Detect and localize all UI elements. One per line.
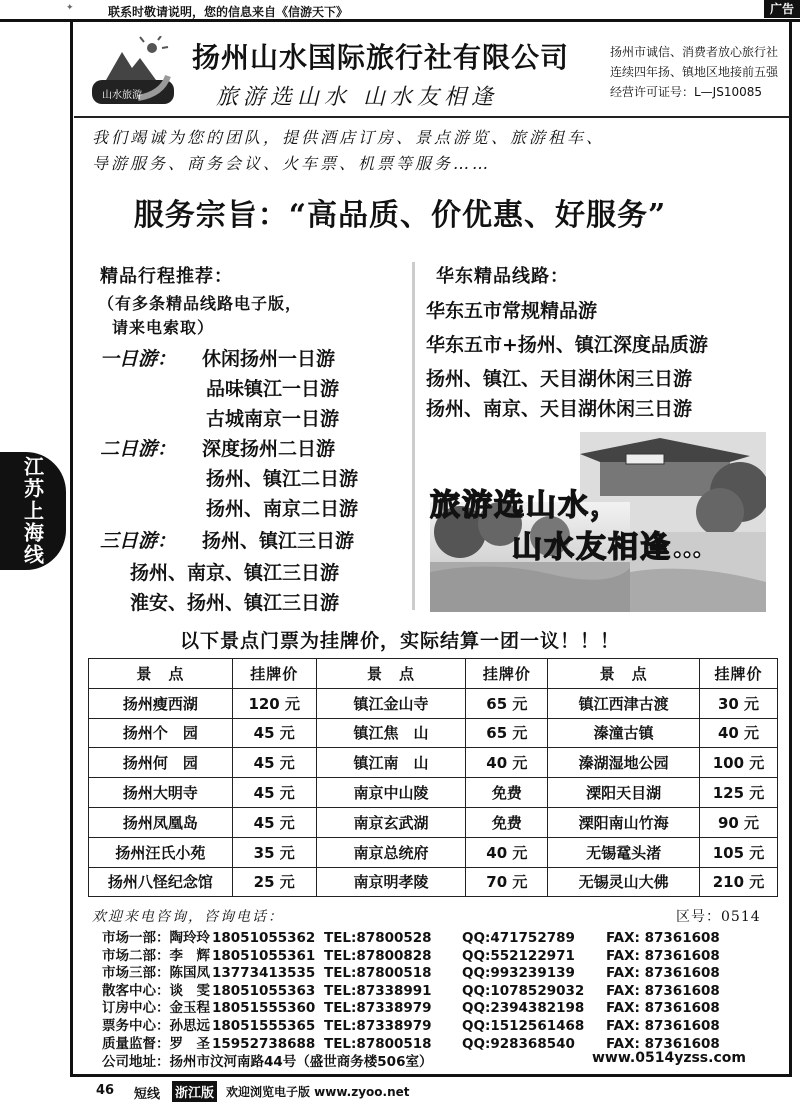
ticket-heading: 以下景点门票为挂牌价，实际结算一团一议！！！: [179, 630, 620, 652]
contact-person: 质量监督：罗 圣: [102, 1035, 210, 1052]
area-code: 区号：0514: [676, 909, 761, 925]
table-row: [89, 807, 778, 837]
contact-title: 欢迎来电咨询，咨询电话：: [92, 909, 284, 925]
ticket-price: 105 元: [700, 837, 778, 867]
intro-line: 我们竭诚为您的团队，提供酒店订房、景点游览、旅游租车、: [92, 128, 606, 147]
tel-number: TEL:87800828: [324, 947, 432, 964]
itinerary-item: 淮安、扬州、镇江三日游: [130, 592, 340, 614]
fax-number: FAX: 87361608: [606, 1035, 720, 1052]
ticket-price: 125 元: [700, 778, 778, 808]
route-item: 扬州、南京、天目湖休闲三日游: [426, 398, 693, 420]
fax-number: FAX: 87361608: [606, 1018, 720, 1034]
attraction-name: 扬州汪氏小苑: [89, 837, 233, 867]
attraction-name: 扬州凤凰岛: [89, 807, 233, 837]
attraction-name: 扬州瘦西湖: [89, 688, 233, 718]
route-item: 华东五市+扬州、镇江深度品质游: [426, 334, 708, 356]
section-label: 短线: [134, 1087, 161, 1102]
table-row: [89, 718, 778, 748]
attraction-name: 无锡鼋头渚: [548, 837, 700, 867]
credential-line: 扬州市诚信、消费者放心旅行社: [609, 45, 778, 59]
service-intro: [92, 125, 782, 177]
ticket-price-table: [88, 658, 778, 897]
route-item: 扬州、镇江、天目湖休闲三日游: [426, 368, 693, 390]
contact-person: 市场二部：李 辉: [102, 947, 210, 964]
column-header: 景 点: [316, 659, 466, 689]
column-header: 挂牌价: [466, 659, 548, 689]
note-line: （有多条精品线路电子版，: [98, 294, 303, 313]
table-row: [89, 837, 778, 867]
ticket-price: 90 元: [700, 807, 778, 837]
ticket-price: 免费: [466, 807, 548, 837]
ticket-price: 45 元: [232, 807, 316, 837]
tel-number: TEL:87800518: [324, 1035, 432, 1052]
ticket-price: 210 元: [700, 867, 778, 897]
tel-number: TEL:87338991: [324, 982, 432, 999]
company-address: 公司地址：扬州市汶河南路44号（盛世商务楼506室）: [102, 1054, 433, 1070]
publication-logo-icon: ✦: [66, 3, 74, 13]
fax-number: FAX: 87361608: [606, 930, 720, 946]
itinerary-note: [98, 292, 302, 340]
attraction-name: 扬州八怪纪念馆: [89, 867, 233, 897]
section-divider: [412, 262, 415, 610]
attraction-name: 扬州个 园: [89, 718, 233, 748]
mobile-number: 13773413535: [212, 965, 316, 982]
qq-number: QQ:552122971: [462, 947, 575, 964]
fax-number: FAX: 87361608: [606, 947, 720, 964]
itinerary-item: 休闲扬州一日游: [202, 348, 336, 370]
qq-number: QQ:993239139: [462, 965, 575, 982]
credential-line: 经营许可证号：L—JS10085: [609, 85, 763, 99]
attraction-name: 溱潼古镇: [548, 718, 700, 748]
ticket-price: 45 元: [232, 718, 316, 748]
attraction-name: 无锡灵山大佛: [548, 867, 700, 897]
source-notice: 联系时敬请说明，您的信息来自《信游天下》: [108, 5, 349, 19]
attraction-name: 南京中山陵: [316, 778, 466, 808]
table-row: [89, 748, 778, 778]
route-item: 华东五市常规精品游: [426, 300, 598, 322]
qq-number: QQ:928368540: [462, 1035, 575, 1052]
service-tenet: 服务宗旨：“高品质、价优惠、好服务”: [133, 198, 667, 233]
side-tab: [0, 452, 66, 570]
tel-number: TEL:87800528: [324, 930, 432, 946]
fax-number: FAX: 87361608: [606, 1000, 720, 1017]
column-header: 景 点: [89, 659, 233, 689]
itinerary-item: 古城南京一日游: [206, 408, 340, 430]
itinerary-item: 品味镇江一日游: [206, 378, 340, 400]
tel-number: TEL:87338979: [324, 1018, 432, 1034]
attraction-name: 扬州何 园: [89, 748, 233, 778]
contact-person: 订房中心：金玉程: [102, 1000, 210, 1017]
ticket-price: 120 元: [232, 688, 316, 718]
mobile-number: 18051555360: [212, 1000, 316, 1017]
page-footer: [0, 1078, 800, 1101]
contact-person: 散客中心：谈 雯: [102, 982, 210, 999]
mobile-number: 18051055361: [212, 947, 316, 964]
ticket-price: 免费: [466, 778, 548, 808]
company-website[interactable]: www.0514yzss.com: [592, 1050, 746, 1066]
header-divider: [74, 116, 790, 118]
footer-text: 欢迎浏览电子版 www.zyoo.net: [226, 1085, 410, 1099]
table-header-row: [89, 659, 778, 689]
contact-row: [102, 1032, 720, 1052]
tel-number: TEL:87338979: [324, 1000, 432, 1017]
ticket-price: 65 元: [466, 688, 548, 718]
attraction-name: 镇江南 山: [316, 748, 466, 778]
attraction-name: 溱湖湿地公园: [548, 748, 700, 778]
page-number: 46: [96, 1083, 115, 1098]
ticket-price: 25 元: [232, 867, 316, 897]
attraction-name: 镇江焦 山: [316, 718, 466, 748]
featured-itineraries-title: 精品行程推荐：: [100, 266, 233, 287]
ticket-price: 100 元: [700, 748, 778, 778]
mobile-number: 18051055363: [212, 982, 316, 999]
ticket-price: 45 元: [232, 778, 316, 808]
column-header: 景 点: [548, 659, 700, 689]
table-row: [89, 867, 778, 897]
ticket-price: 40 元: [466, 837, 548, 867]
three-day-tour-tag: 三日游：: [100, 530, 177, 552]
note-line: 请来电索取）: [112, 318, 215, 337]
contact-person: 市场三部：陈国凤: [102, 965, 210, 982]
fax-number: FAX: 87361608: [606, 965, 720, 982]
company-header: [88, 30, 784, 112]
itinerary-item: 扬州、南京二日游: [206, 498, 359, 520]
mobile-number: 18051055362: [212, 930, 316, 946]
ad-label: 广告: [764, 0, 800, 18]
edition-badge: 浙江版: [172, 1081, 217, 1102]
attraction-name: 溧阳南山竹海: [548, 807, 700, 837]
mobile-number: 18051555365: [212, 1018, 316, 1034]
side-tab-label: 江苏上海线: [20, 456, 45, 566]
ticket-price: 30 元: [700, 688, 778, 718]
table-row: [89, 778, 778, 808]
fax-number: FAX: 87361608: [606, 982, 720, 999]
east-china-routes-title: 华东精品线路：: [436, 266, 569, 287]
itinerary-item: 深度扬州二日游: [202, 438, 336, 460]
qq-number: QQ:2394382198: [462, 1000, 585, 1017]
attraction-name: 南京总统府: [316, 837, 466, 867]
company-name: 扬州山水国际旅行社有限公司: [192, 41, 570, 74]
table-row: [89, 688, 778, 718]
ticket-price: 65 元: [466, 718, 548, 748]
itinerary-item: 扬州、南京、镇江三日游: [130, 562, 340, 584]
itinerary-item: 扬州、镇江三日游: [202, 530, 355, 552]
qq-number: QQ:1512561468: [462, 1018, 585, 1034]
photo-caption: 山水友相逢…: [512, 530, 704, 565]
ticket-price: 40 元: [700, 718, 778, 748]
attraction-name: 镇江金山寺: [316, 688, 466, 718]
ticket-price: 40 元: [466, 748, 548, 778]
company-logo-icon: [92, 36, 174, 106]
contact-person: 票务中心：孙思远: [102, 1018, 210, 1034]
contact-person: 市场一部：陶玲玲: [102, 930, 210, 946]
company-slogan: 旅游选山水 山水友相逢: [216, 85, 498, 110]
qq-number: QQ:1078529032: [462, 982, 585, 999]
ticket-price: 70 元: [466, 867, 548, 897]
mobile-number: 15952738688: [212, 1035, 316, 1052]
column-header: 挂牌价: [232, 659, 316, 689]
top-bar: [0, 0, 800, 22]
attraction-name: 扬州大明寺: [89, 778, 233, 808]
column-header: 挂牌价: [700, 659, 778, 689]
two-day-tour-tag: 二日游：: [100, 438, 177, 460]
ticket-price: 45 元: [232, 748, 316, 778]
ticket-price: 35 元: [232, 837, 316, 867]
attraction-name: 南京玄武湖: [316, 807, 466, 837]
one-day-tour-tag: 一日游：: [100, 348, 177, 370]
attraction-name: 溧阳天目湖: [548, 778, 700, 808]
credential-line: 连续四年扬、镇地区地接前五强: [609, 65, 778, 79]
qq-number: QQ:471752789: [462, 930, 575, 946]
attraction-name: 镇江西津古渡: [548, 688, 700, 718]
attraction-name: 南京明孝陵: [316, 867, 466, 897]
itinerary-item: 扬州、镇江二日游: [206, 468, 359, 490]
logo-text: 山水旅游: [102, 90, 142, 101]
company-credentials: [610, 42, 778, 102]
photo-caption: 旅游选山水，: [430, 488, 622, 523]
tel-number: TEL:87800518: [324, 965, 432, 982]
intro-line: 导游服务、商务会议、火车票、机票等服务……: [92, 154, 492, 173]
